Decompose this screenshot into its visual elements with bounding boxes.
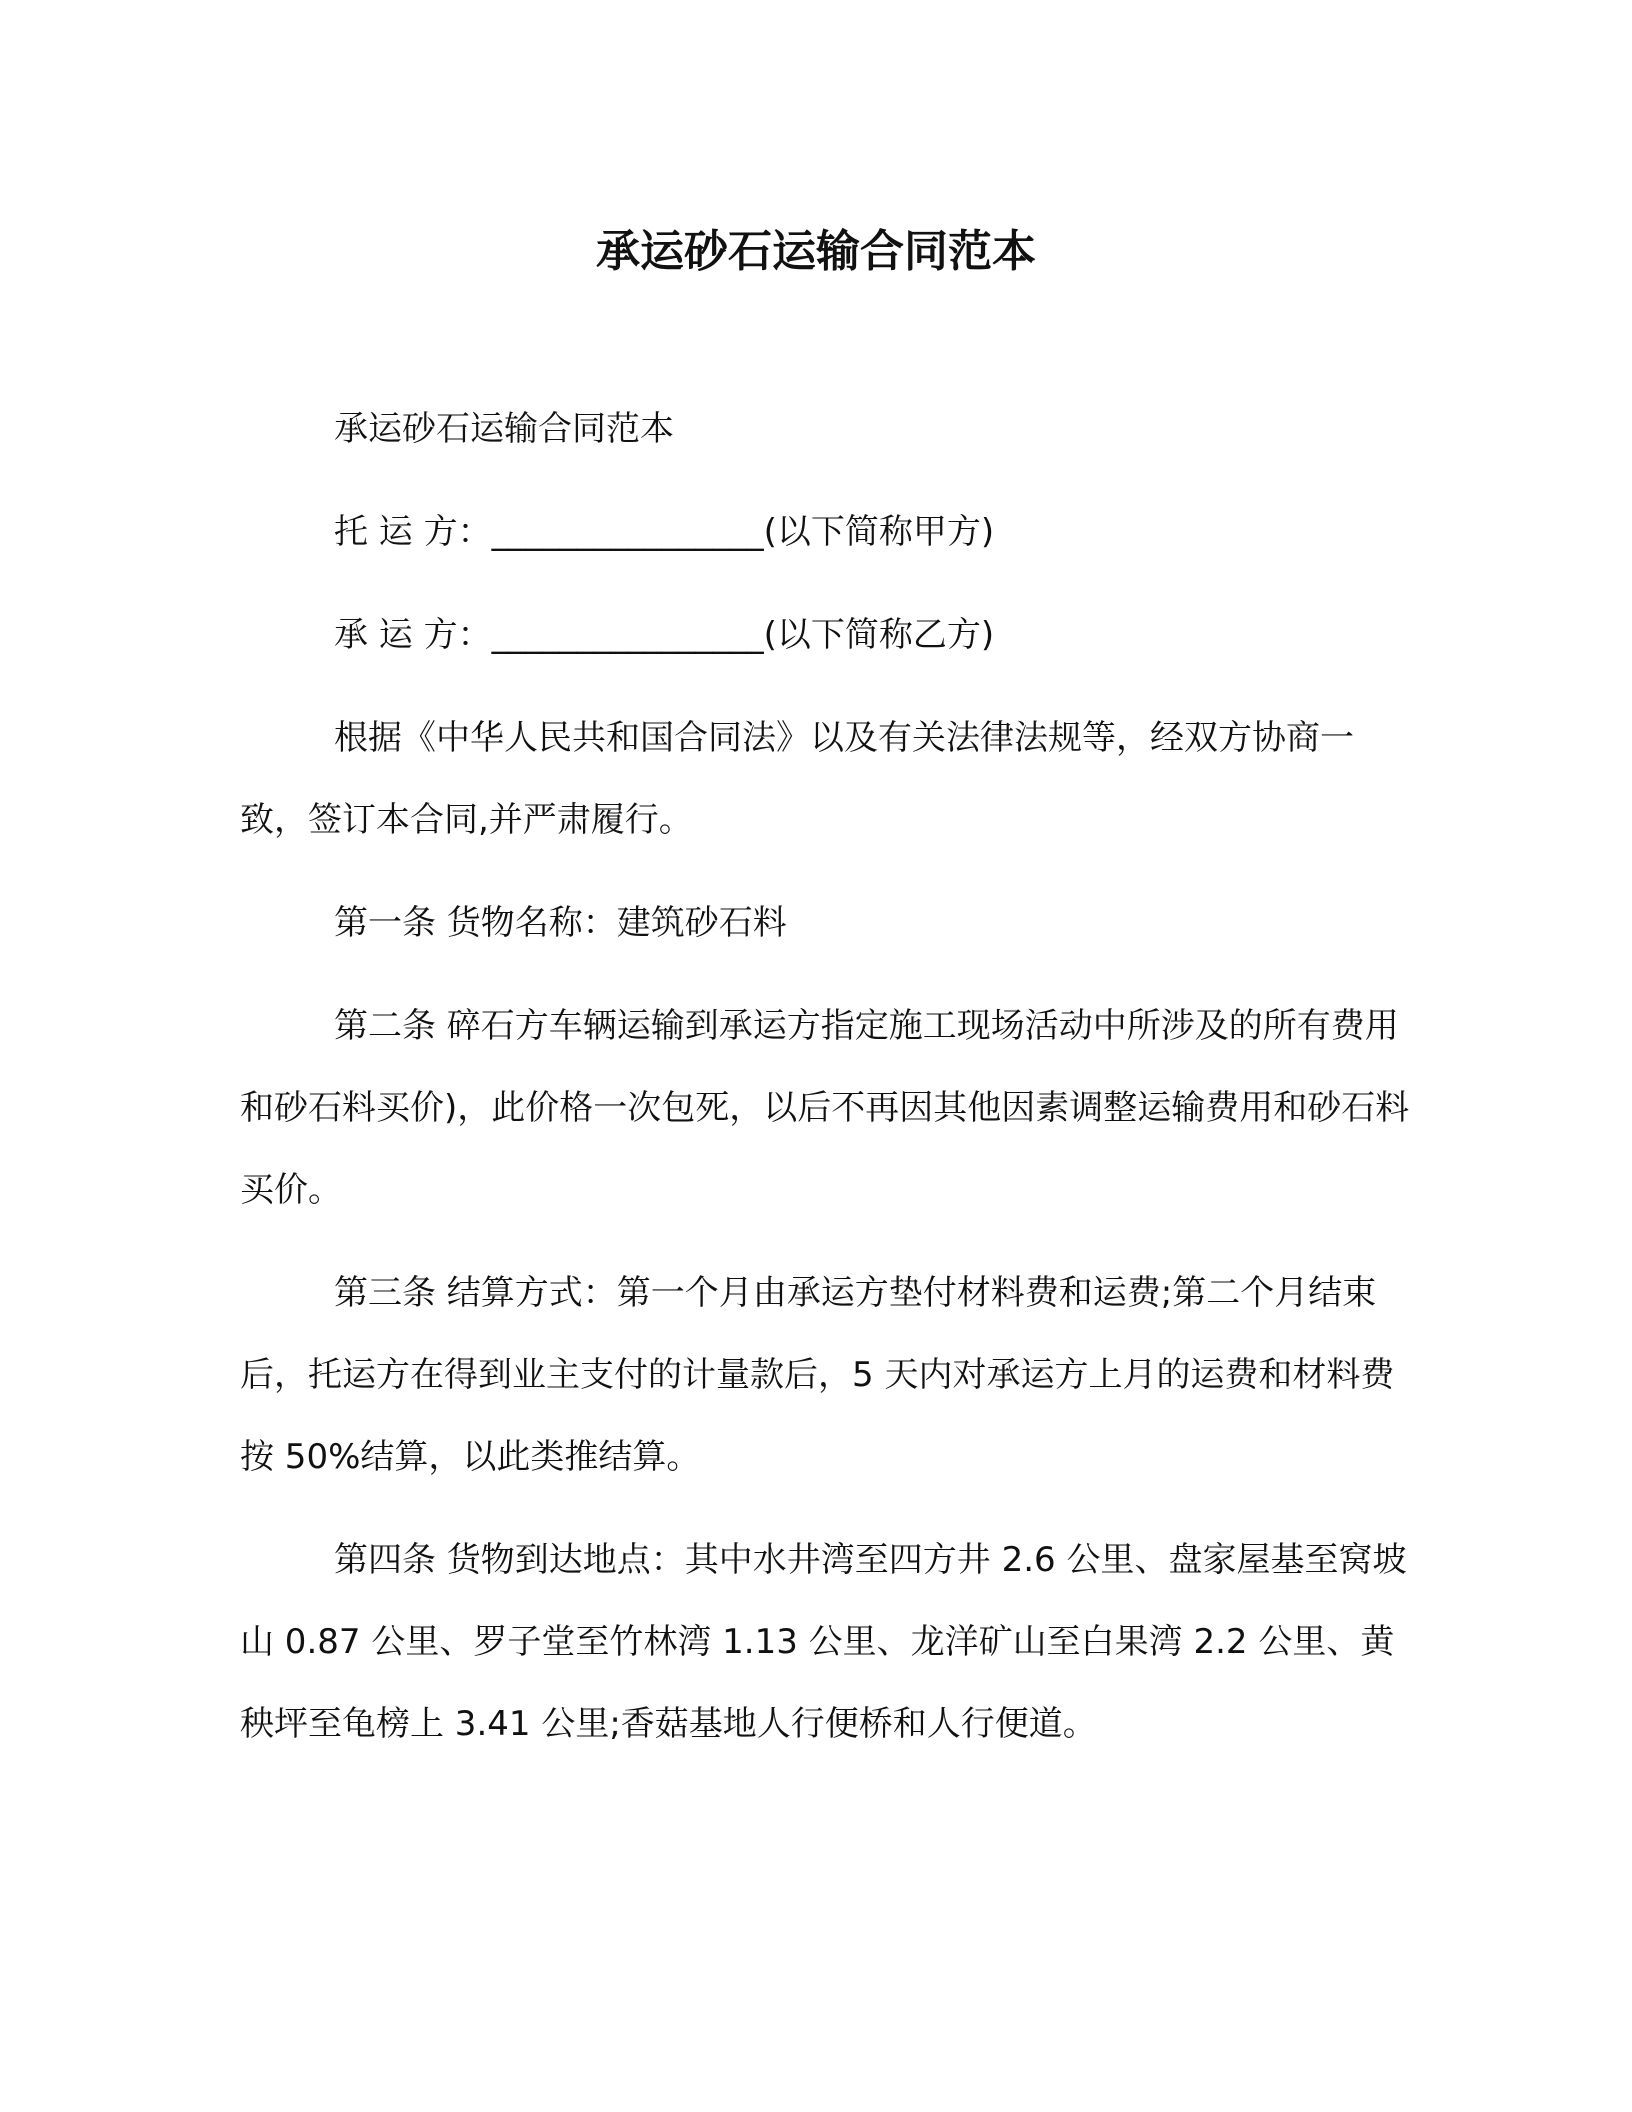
party-a-line — [240, 491, 1410, 573]
article-1: 第一条 货物名称：建筑砂石料 — [334, 903, 787, 943]
article-4: 第四条 货物到达地点：其中水井湾至四方井 2.6 公里、盘家屋基至窝坡山 0.87 公里、罗子堂至竹林湾 1.13 公里、龙洋矿山至白果湾 2.2 公里、黄秧坪至龟榜上 3.41 公里;香菇基地人行便桥和人行便道。 — [240, 1540, 1407, 1744]
article-2: 第二条 碎石方车辆运输到承运方指定施工现场活动中所涉及的所有费用和砂石料买价)，此价格一次包死，以后不再因其他因素调整运输费用和砂石料买价。 — [240, 1006, 1410, 1210]
document-subtitle: 承运砂石运输合同范本 — [334, 409, 674, 449]
article-3: 第三条 结算方式：第一个月由承运方垫付材料费和运费;第二个月结束后，托运方在得到业主支付的计量款后，5 天内对承运方上月的运费和材料费按 50%结算，以此类推结算。 — [240, 1273, 1395, 1477]
party-a-blank: ________________ — [491, 512, 764, 552]
party-a-label: 托 运 方： — [334, 512, 492, 552]
party-a-note: (以下简称甲方) — [763, 512, 995, 552]
intro-paragraph: 根据《中华人民共和国合同法》以及有关法律法规等，经双方协商一致，签订本合同,并严肃履行。 — [240, 718, 1354, 840]
document-body — [240, 388, 1410, 1765]
party-b-blank: ________________ — [491, 615, 764, 655]
party-b-label: 承 运 方： — [334, 615, 492, 655]
party-b-line — [240, 594, 1410, 676]
document-title: 承运砂石运输合同范本 — [596, 226, 1036, 277]
party-b-note: (以下简称乙方) — [763, 615, 995, 655]
